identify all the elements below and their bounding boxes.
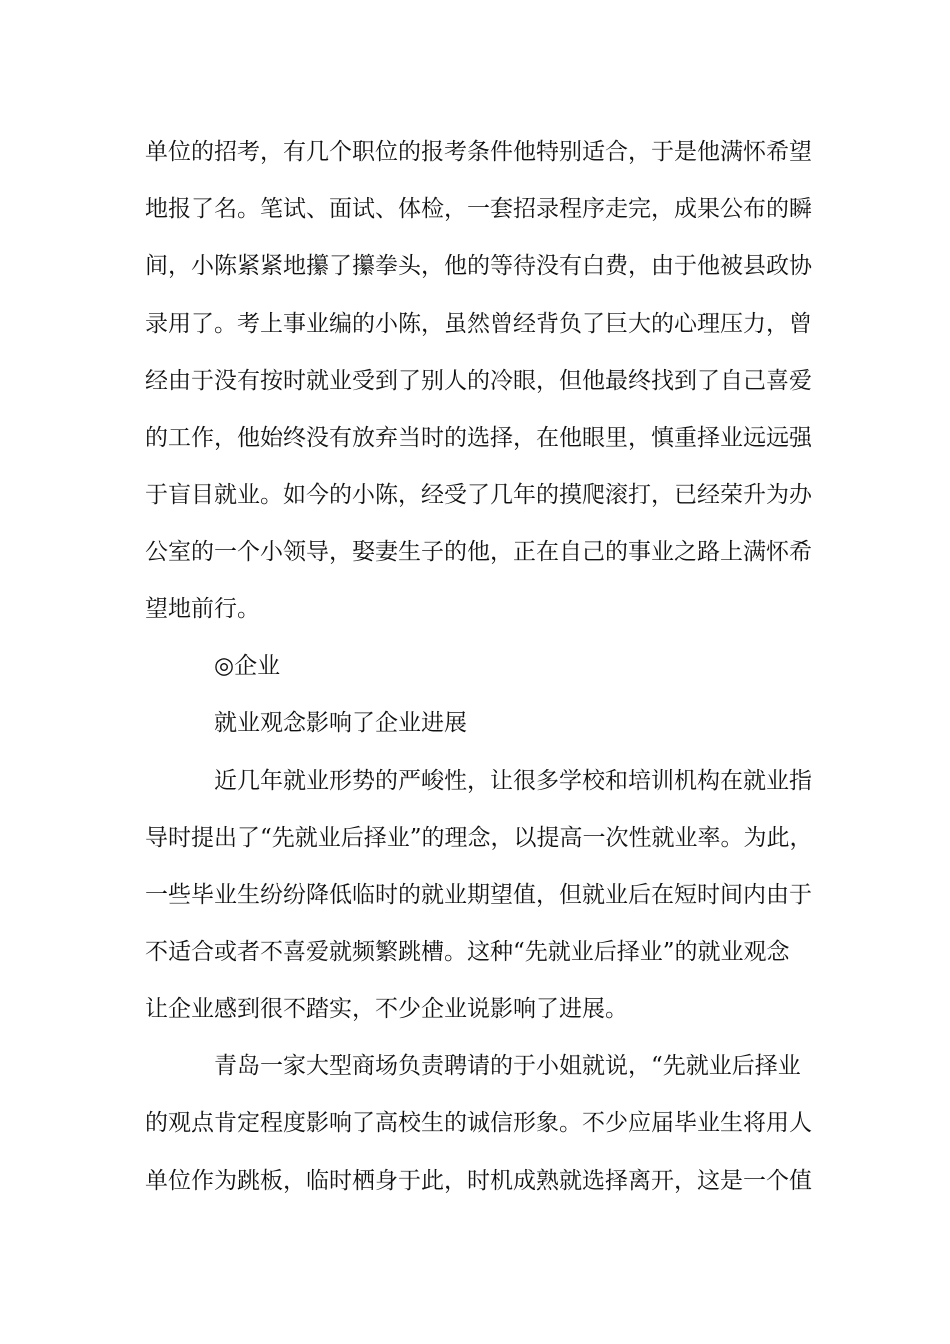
paragraph-1-line-2: 地报了名。笔试、面试、体检，一套招录程序走完，成果公布的瞬: [145, 196, 812, 222]
paragraph-2-line-3: 一些毕业生纷纷降低临时的就业期望值，但就业后在短时间内由于: [145, 882, 812, 908]
paragraph-1-line-7: 于盲目就业。如今的小陈，经受了几年的摸爬滚打，已经荣升为办: [145, 482, 812, 508]
subheading: 就业观念影响了企业进展: [214, 710, 467, 736]
paragraph-3-line-2: 的观点肯定程度影响了高校生的诚信形象。不少应届毕业生将用人: [145, 1110, 812, 1136]
paragraph-3-line-3: 单位作为跳板，临时栖身于此，时机成熟就选择离开，这是一个值: [145, 1168, 812, 1194]
paragraph-1-line-8: 公室的一个小领导，娶妻生子的他，正在自己的事业之路上满怀希: [145, 539, 812, 565]
paragraph-2-line-2: 导时提出了“先就业后择业”的理念，以提高一次性就业率。为此，: [145, 825, 813, 851]
paragraph-1-line-9: 望地前行。: [145, 596, 260, 622]
paragraph-2-line-1: 近几年就业形势的严峻性，让很多学校和培训机构在就业指: [214, 768, 812, 794]
section-heading: ◎企业: [214, 653, 281, 679]
paragraph-1-line-1: 单位的招考，有几个职位的报考条件他特别适合，于是他满怀希望: [145, 139, 812, 165]
paragraph-1-line-6: 的工作，他始终没有放弃当时的选择，在他眼里，慎重择业远远强: [145, 425, 812, 451]
paragraph-1-line-3: 间，小陈紧紧地攥了攥拳头，他的等待没有白费，由于他被县政协: [145, 253, 812, 279]
paragraph-1-line-5: 经由于没有按时就业受到了别人的冷眼，但他最终找到了自己喜爱: [145, 368, 812, 394]
paragraph-3-line-1: 青岛一家大型商场负责聘请的于小姐就说，“先就业后择业: [214, 1053, 801, 1079]
paragraph-1-line-4: 录用了。考上事业编的小陈，虽然曾经背负了巨大的心理压力，曾: [145, 311, 812, 337]
paragraph-2-line-5: 让企业感到很不踏实，不少企业说影响了进展。: [145, 996, 628, 1022]
paragraph-2-line-4: 不适合或者不喜爱就频繁跳槽。这种“先就业后择业”的就业观念: [145, 939, 790, 965]
